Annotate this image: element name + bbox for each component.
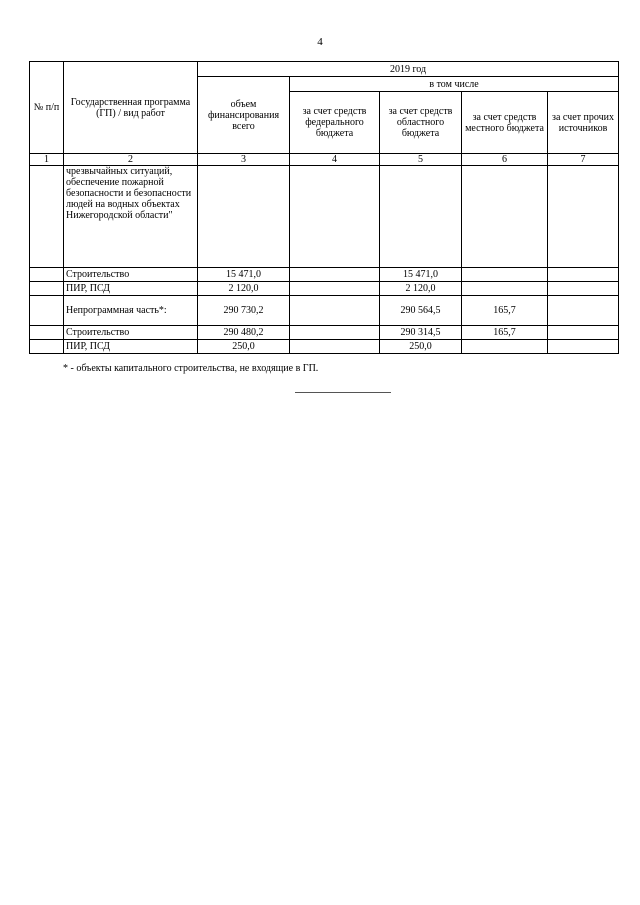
page-number: 4 bbox=[317, 36, 323, 48]
row-name: ПИР, ПСД bbox=[64, 282, 198, 296]
column-number: 7 bbox=[548, 154, 619, 166]
row-federal bbox=[290, 166, 380, 268]
row-other bbox=[548, 296, 619, 326]
row-name: Строительство bbox=[64, 326, 198, 340]
row-total: 290 730,2 bbox=[198, 296, 290, 326]
row-name: чрезвычайных ситуаций, обеспечение пожарной безопасности и безопасности людей на водных объектах Нижегородской области" bbox=[64, 166, 198, 268]
row-regional: 290 314,5 bbox=[380, 326, 462, 340]
column-number: 4 bbox=[290, 154, 380, 166]
column-number: 3 bbox=[198, 154, 290, 166]
header-col-local: за счет средств местного бюджета bbox=[462, 92, 548, 154]
row-local bbox=[462, 340, 548, 354]
row-federal bbox=[290, 282, 380, 296]
row-other bbox=[548, 340, 619, 354]
header-in-total: в том числе bbox=[290, 77, 619, 92]
table-row bbox=[30, 282, 619, 296]
row-total bbox=[198, 166, 290, 268]
column-number-row bbox=[30, 154, 619, 166]
table-row bbox=[30, 296, 619, 326]
row-regional bbox=[380, 166, 462, 268]
row-local: 165,7 bbox=[462, 296, 548, 326]
column-number: 6 bbox=[462, 154, 548, 166]
row-local bbox=[462, 282, 548, 296]
row-name: Непрограммная часть*: bbox=[64, 296, 198, 326]
row-total: 250,0 bbox=[198, 340, 290, 354]
row-name: Строительство bbox=[64, 268, 198, 282]
column-number: 1 bbox=[30, 154, 64, 166]
financing-table bbox=[29, 61, 619, 354]
row-local: 165,7 bbox=[462, 326, 548, 340]
header-col-program: Государственная программа (ГП) / вид работ bbox=[64, 62, 198, 154]
header-year: 2019 год bbox=[198, 62, 619, 77]
row-local bbox=[462, 268, 548, 282]
row-federal bbox=[290, 296, 380, 326]
row-federal bbox=[290, 326, 380, 340]
row-num bbox=[30, 296, 64, 326]
row-regional: 250,0 bbox=[380, 340, 462, 354]
header-col-num: № п/п bbox=[30, 62, 64, 154]
row-other bbox=[548, 268, 619, 282]
row-other bbox=[548, 166, 619, 268]
table-row bbox=[30, 340, 619, 354]
end-divider bbox=[295, 392, 391, 393]
header-col-federal: за счет средств федерального бюджета bbox=[290, 92, 380, 154]
row-regional: 290 564,5 bbox=[380, 296, 462, 326]
row-regional: 15 471,0 bbox=[380, 268, 462, 282]
row-total: 15 471,0 bbox=[198, 268, 290, 282]
row-federal bbox=[290, 340, 380, 354]
header-col-regional: за счет средств областного бюджета bbox=[380, 92, 462, 154]
table-row bbox=[30, 268, 619, 282]
row-num bbox=[30, 282, 64, 296]
row-other bbox=[548, 326, 619, 340]
row-other bbox=[548, 282, 619, 296]
row-federal bbox=[290, 268, 380, 282]
row-num bbox=[30, 326, 64, 340]
table-row bbox=[30, 326, 619, 340]
row-name: ПИР, ПСД bbox=[64, 340, 198, 354]
row-regional: 2 120,0 bbox=[380, 282, 462, 296]
row-total: 290 480,2 bbox=[198, 326, 290, 340]
footnote: * - объекты капитального строительства, не входящие в ГП. bbox=[63, 363, 319, 374]
column-number: 2 bbox=[64, 154, 198, 166]
header-col-other: за счет прочих источников bbox=[548, 92, 619, 154]
row-local bbox=[462, 166, 548, 268]
row-num bbox=[30, 166, 64, 268]
column-number: 5 bbox=[380, 154, 462, 166]
header-col-total: объем финансирования всего bbox=[198, 77, 290, 154]
table-row bbox=[30, 166, 619, 268]
row-num bbox=[30, 340, 64, 354]
row-total: 2 120,0 bbox=[198, 282, 290, 296]
row-num bbox=[30, 268, 64, 282]
